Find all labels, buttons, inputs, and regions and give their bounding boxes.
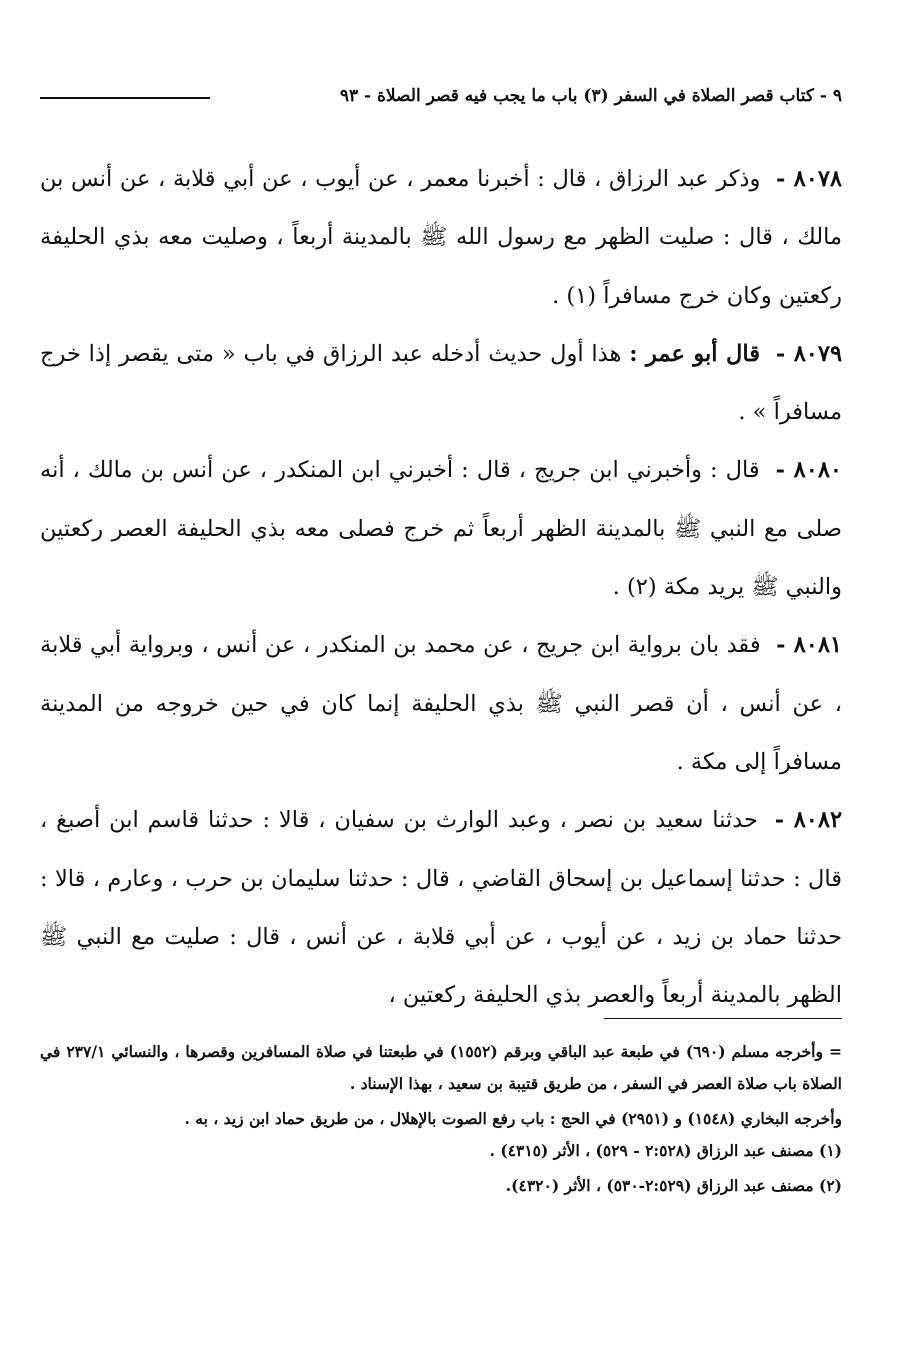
page-header bbox=[40, 86, 842, 116]
paragraph-8078 bbox=[40, 150, 842, 325]
paragraph-number: ٨٠٨٢ - bbox=[774, 807, 843, 834]
footnote-2: (٢) مصنف عبد الرزاق (٢:٥٢٩-٥٣٠) ، الأثر (٤٣٢٠). bbox=[505, 1176, 842, 1195]
paragraph-number: ٨٠٨٠ - bbox=[775, 457, 843, 484]
paragraph-number: ٨٠٧٨ - bbox=[776, 166, 843, 192]
paragraph-text: وذكر عبد الرزاق ، قال : أخبرنا معمر ، عن أيوب ، عن أبي قلابة ، عن أنس بن مالك ، قال : صليت الظهر مع رسول الله ﷺ بالمدينة أربعاً ، وصليت معه بذي الحليفة ركعتين وكان خرج مسافراً (١) . bbox=[40, 166, 842, 309]
paragraph-8080 bbox=[40, 441, 842, 616]
paragraph-8082 bbox=[40, 791, 842, 1024]
header-rule bbox=[40, 97, 210, 99]
footnote-rule bbox=[604, 1018, 842, 1019]
main-text bbox=[40, 150, 842, 1024]
paragraph-text: فقد بان برواية ابن جريج ، عن محمد بن المنكدر ، عن أنس ، وبرواية أبي قلابة ، عن أنس ، أن قصر النبي ﷺ بذي الحليفة إنما كان في حين خروجه من المدينة مسافراً إلى مكة . bbox=[40, 632, 842, 775]
footnote-bukhari: وأخرجه البخاري (١٥٤٨) و (٢٩٥١) في الحج : باب رفع الصوت بالإهلال ، من طريق حماد ابن زيد ، به . bbox=[184, 1109, 842, 1128]
footnote-continuation: = وأخرجه مسلم (٦٩٠) في طبعة عبد الباقي وبرقم (١٥٥٢) في طبعتنا في صلاة المسافرين وقصرها ، والنسائي ٢٣٧/١ في الصلاة باب صلاة العصر في السفر ، من طريق قتيبة بن سعيد ، بهذا الإسناد . bbox=[40, 1042, 842, 1093]
paragraph-text: هذا أول حديث أدخله عبد الرزاق في باب « متى يقصر إذا خرج مسافراً » . bbox=[40, 340, 842, 426]
speaker-label: قال أبو عمر : bbox=[629, 340, 760, 367]
paragraph-8081 bbox=[40, 616, 842, 791]
footnotes bbox=[40, 1036, 842, 1202]
paragraph-text: حدثنا سعيد بن نصر ، وعبد الوارث بن سفيان ، قالا : حدثنا قاسم ابن أصبغ ، قال : حدثنا إسماعيل بن إسحاق القاضي ، قال : حدثنا سليمان بن حرب ، وعارم ، قالا : حدثنا حماد بن زيد ، عن أيوب ، عن أبي قلابة ، عن أنس ، قال : صليت مع النبي ﷺ الظهر بالمدينة أربعاً والعصر بذي الحليفة ركعتين ، bbox=[40, 807, 842, 1009]
footnote-1: (١) مصنف عبد الرزاق (٢:٥٢٨ - ٥٢٩) ، الأثر (٤٣١٥) . bbox=[489, 1140, 842, 1160]
running-title: ٩ - كتاب قصر الصلاة في السفر (٣) باب ما يجب فيه قصر الصلاة - ٩٣ bbox=[339, 86, 842, 106]
paragraph-number: ٨٠٧٩ - bbox=[775, 340, 843, 367]
paragraph-number: ٨٠٨١ - bbox=[776, 632, 843, 659]
paragraph-8079 bbox=[40, 325, 842, 442]
book-page bbox=[40, 0, 842, 1371]
paragraph-text: قال : وأخبرني ابن جريج ، قال : أخبرني ابن المنكدر ، عن أنس بن مالك ، أنه صلى مع النبي ﷺ بالمدينة الظهر أربعاً ثم خرج فصلى معه بذي الحليفة العصر ركعتين والنبي ﷺ يريد مكة (٢) . bbox=[40, 457, 842, 601]
